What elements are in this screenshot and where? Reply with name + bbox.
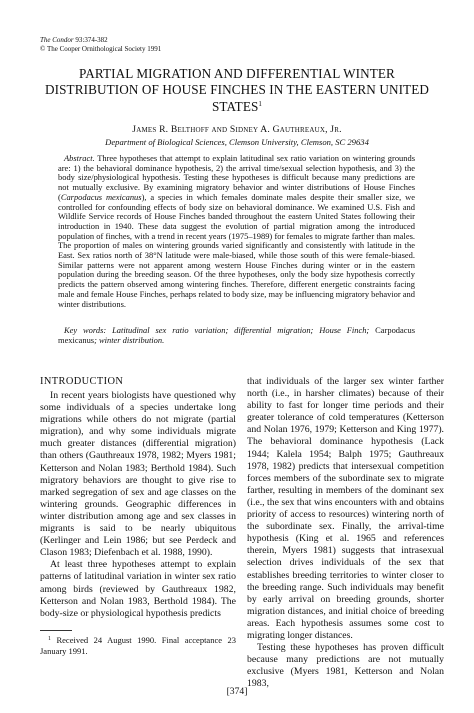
keywords xyxy=(58,326,415,345)
journal-copyright: © The Cooper Ornithological Society 1991 xyxy=(40,45,162,53)
intro-paragraph-2: At least three hypotheses attempt to explain patterns of latitudinal variation in winter sex ratio among birds (reviewed by Gauthreaux 1982, Ketterson and Nolan 1983, Berthold 1984). The body-size or physiological hypothesis predicts xyxy=(40,559,236,619)
intro-paragraph-1: In recent years biologists have questioned why some individuals of a species undertake long migrations while others do not migrate (partial migration), and why some individuals migrate much greater distances (differential migration) than others (Gauthreaux 1978, 1982; Myers 1981; Ketterson and Nolan 1983; Berthold 1984). Such migratory behaviors are thought to give rise to marked segregation of sex and age classes on the wintering grounds. Geographic differences in winter distribution among age and sex classes in migrants is said to be nearly ubiquitous (Kerlinger and Lein 1986; but see Perdeck and Clason 1983; Diefenbach et al. 1988, 1990). xyxy=(40,390,236,559)
footnote-marker: 1 xyxy=(48,636,51,642)
abstract-label: Abstract. xyxy=(64,153,95,163)
keywords-species: Carpodacus mexicanus xyxy=(58,325,415,345)
paper-title xyxy=(40,66,434,115)
footnote-text: Received 24 August 1990. Final acceptance 23 January 1991. xyxy=(40,635,236,656)
footnote xyxy=(40,634,236,656)
journal-volume-pages: 93:374-382 xyxy=(73,36,108,44)
keywords-text-2: ; winter distribution. xyxy=(94,334,165,345)
author-list: James R. Belthoff and Sidney A. Gauthreaux, Jr. xyxy=(132,124,342,135)
intro-paragraph-2-continued: that individuals of the larger sex winter farther north (i.e., in harsher climates) because of their ability to fast for longer time periods and their greater tolerance of cold temperatures (Ketterson and Nolan 1976, 1979; Ketterson and King 1977). The behavioral dominance hypothesis (Lack 1944; Kalela 1954; Balph 1975; Gauthreaux 1978, 1982) predicts that intersexual competition forces members of the subordinate sex to migrate farther, resulting in members of the dominant sex (i.e., the sex that wins encounters with and obtains priority of access to resources) wintering north of the subordinate sex. Finally, the arrival-time hypothesis (King et al. 1965 and references therein, Myers 1981) suggests that intrasexual selection drives individuals of the sex that establishes breeding territories to winter closer to the breeding range. Such individuals may benefit by early arrival on breeding grounds, shorter migration distances, and initial choice of breeding areas. Each hypothesis assumes some cost to migrating longer distances. xyxy=(247,376,444,641)
abstract-species: Carpodacus mexicanus xyxy=(60,191,142,202)
paper-title-text: PARTIAL MIGRATION AND DIFFERENTIAL WINTER DISTRIBUTION OF HOUSE FINCHES IN THE EASTERN UNITED STATES xyxy=(45,66,429,114)
title-footnote-marker: 1 xyxy=(258,100,263,108)
journal-name: The Condor xyxy=(40,36,74,44)
author-affiliation: Department of Biological Sciences, Clemson University, Clemson, SC 29634 xyxy=(105,137,369,147)
section-heading-introduction: INTRODUCTION xyxy=(40,376,124,387)
keywords-text-1: Latitudinal sex ratio variation; differential migration; House Finch; xyxy=(106,325,370,335)
left-column xyxy=(40,376,236,620)
abstract-text-2: ), a species in which females dominate males despite their smaller size, we controlled for confounding effects of body size on behavioral dominance. We examined U.S. Fish and Wildlife Service records of House Finches banded throughout the eastern United States following their introduction in 1940. These data suggest the evolution of partial migration among the introduced population of finches, with a trend in recent years (1975–1989) for females to migrate farther than males. The proportion of males on wintering grounds varied significantly and consistently with latitude in the East. Sex ratios north of 38°N latitude were male-biased, while those south of this were female-biased. Similar patterns were not apparent among western House Finches during winter or in the eastern population during the breeding season. Of the three hypotheses, only the body size hypothesis correctly predicts the pattern observed among wintering finches. Therefore, different energetic constraints facing male and female House Finches, perhaps related to body size, may be influencing migratory behavior and winter distributions. xyxy=(58,191,415,309)
intro-paragraph-3: Testing these hypotheses has proven difficult because many predictions are not mutually exclusive (Myers 1981, Ketterson and Nolan 1983, xyxy=(247,642,444,690)
right-column xyxy=(247,376,444,690)
page-number: [374] xyxy=(226,686,248,697)
abstract-text-1: Three hypotheses that attempt to explain latitudinal sex ratio variation on wintering grounds are: 1) the behavioral dominance hypothesis, 2) the arrival time/sexual selection hypothesis, and 3) the body size/physiological hypothesis. Testing these hypotheses is difficult because many predictions are not mutually exclusive. By examining migratory behavior and winter distributions of House Finches ( xyxy=(58,153,415,202)
journal-header xyxy=(40,36,161,54)
keywords-label: Key words: xyxy=(64,325,107,335)
abstract xyxy=(58,154,415,309)
footnote-divider xyxy=(40,630,72,631)
